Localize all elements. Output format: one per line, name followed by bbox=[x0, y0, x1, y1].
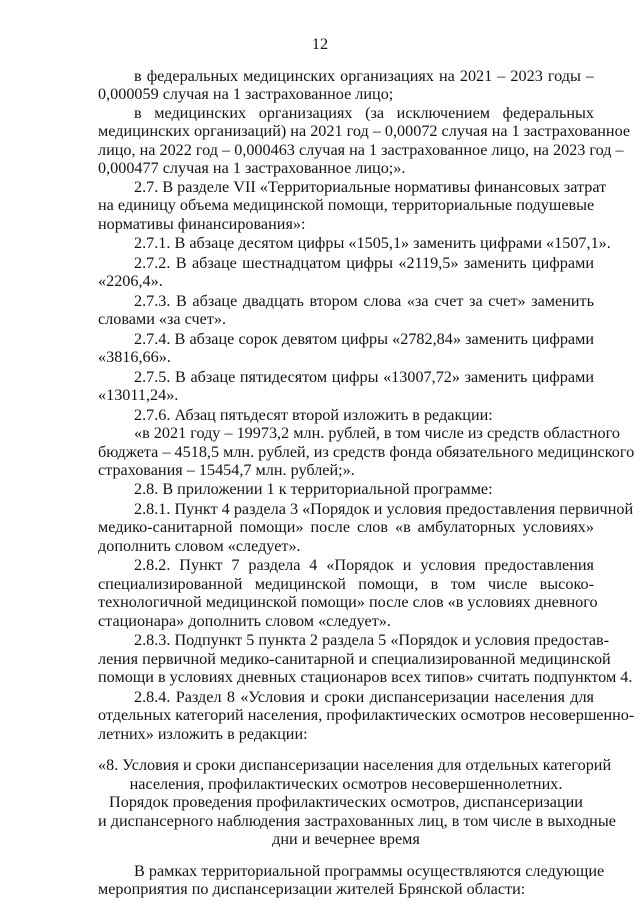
text-line: нормативы финансирования»: bbox=[98, 214, 306, 233]
text-line: 2.8.4. Раздел 8 «Условия и сроки диспансеризации населения для bbox=[134, 687, 594, 706]
text-line: ления первичной медико-санитарной и специализированной медицинской bbox=[98, 649, 611, 668]
text-line: «в 2021 году – 19973,2 млн. рублей, в том числе из средств областного bbox=[134, 424, 620, 443]
text-line: 2.7.3. В абзаце двадцать втором слова «за счет за счет» заменить bbox=[134, 291, 594, 310]
text-line: 2.8.2. Пункт 7 раздела 4 «Порядок и условия предоставления bbox=[134, 556, 594, 575]
text-line: 2.7.4. В абзаце сорок девятом цифры «2782,84» заменить цифрами bbox=[134, 329, 594, 348]
text-line: лицо, на 2022 год – 0,000463 случая на 1 застрахованное лицо, на 2023 год – bbox=[98, 140, 624, 159]
text-line: 2.8. В приложении 1 к территориальной программе: bbox=[134, 480, 493, 499]
text-line: медико-санитарной помощи» после слов «в амбулаторных условиях» bbox=[98, 518, 594, 537]
text-line: на единицу объема медицинской помощи, территориальные подушевые bbox=[98, 196, 595, 215]
text-line: в медицинских организациях (за исключением федеральных bbox=[134, 103, 594, 122]
text-line: 0,000059 случая на 1 застрахованное лицо; bbox=[98, 85, 394, 104]
text-line: помощи в условиях дневных стационаров всех типов» считать подпунктом 4. bbox=[98, 668, 633, 687]
text-line: 2.7. В разделе VII «Территориальные нормативы финансовых затрат bbox=[134, 177, 607, 196]
page-number: 12 bbox=[311, 35, 329, 53]
text-line: «3816,66». bbox=[98, 348, 171, 367]
text-line: В рамках территориальной программы осуществляются следующие bbox=[134, 861, 605, 880]
text-line: медицинских организаций) на 2021 год – 0,00072 случая на 1 застрахованное bbox=[98, 122, 631, 141]
text-line: 2.7.2. В абзаце шестнадцатом цифры «2119,5» заменить цифрами bbox=[134, 253, 594, 272]
text-line: «2206,4». bbox=[98, 272, 163, 291]
section-heading-line: Порядок проведения профилактических осмотров, диспансеризации bbox=[109, 793, 583, 812]
text-line: отдельных категорий населения, профилактических осмотров несовершенно- bbox=[98, 706, 635, 725]
text-line: 2.8.1. Пункт 4 раздела 3 «Порядок и условия предоставления первичной bbox=[134, 499, 634, 518]
text-line: специализированной медицинской помощи, в том числе высоко- bbox=[98, 574, 594, 593]
text-line: 0,000477 случая на 1 застрахованное лицо;». bbox=[98, 159, 406, 178]
text-line: 2.7.6. Абзац пятьдесят второй изложить в редакции: bbox=[134, 405, 493, 424]
text-line: «13011,24». bbox=[98, 386, 179, 405]
text-line: стационара» дополнить словом «следует». bbox=[98, 611, 391, 630]
text-line: 2.7.5. В абзаце пятидесятом цифры «13007,72» заменить цифрами bbox=[134, 367, 594, 386]
text-line: страхования – 15454,7 млн. рублей;». bbox=[98, 461, 355, 479]
text-line: дополнить словом «следует». bbox=[98, 536, 301, 555]
text-line: 2.7.1. В абзаце десятом цифры «1505,1» заменить цифрами «1507,1». bbox=[134, 234, 611, 253]
text-line: мероприятия по диспансеризации жителей Брянской области: bbox=[98, 880, 526, 898]
text-line: словами «за счет». bbox=[98, 310, 227, 329]
section-heading-line: дни и вечернее время bbox=[272, 830, 420, 849]
text-line: в федеральных медицинских организациях на 2021 – 2023 годы – bbox=[134, 67, 594, 85]
section-heading-line: и диспансерного наблюдения застрахованных лиц, в том числе в выходные bbox=[98, 811, 616, 830]
text-line: бюджета – 4518,5 млн. рублей, из средств фонда обязательного медицинского bbox=[98, 442, 635, 461]
text-line: технологичной медицинской помощи» после слов «в условиях дневного bbox=[98, 593, 598, 612]
section-heading-line: «8. Условия и сроки диспансеризации населения для отдельных категорий bbox=[98, 756, 612, 775]
text-line: 2.8.3. Подпункт 5 пункта 2 раздела 5 «Порядок и условия предостав- bbox=[134, 631, 610, 650]
text-line: летних» изложить в редакции: bbox=[98, 724, 308, 743]
section-heading-line: населения, профилактических осмотров несовершеннолетних. bbox=[129, 774, 563, 793]
